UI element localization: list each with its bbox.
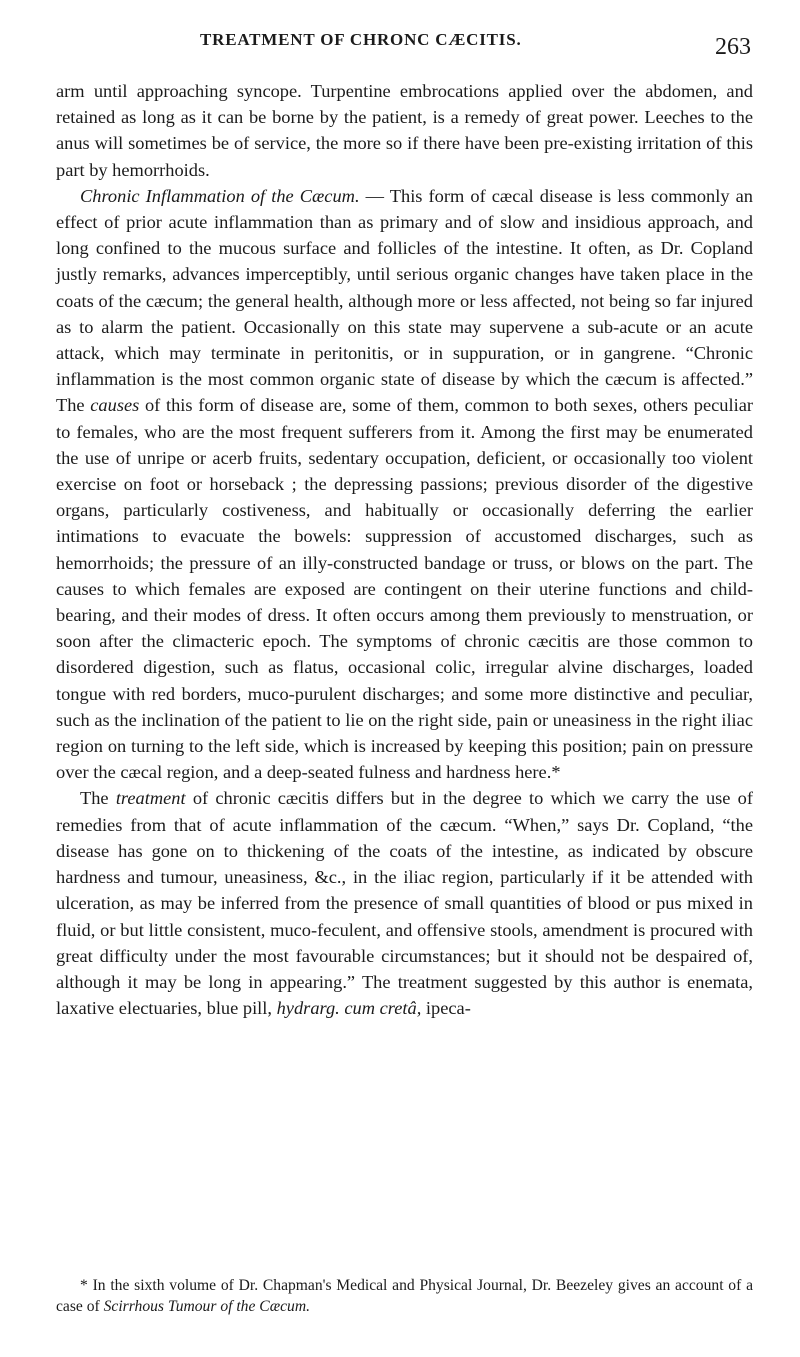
paragraph-text: ipeca-	[421, 998, 471, 1019]
page-number: 263	[715, 34, 751, 60]
paragraph-chronic-inflammation	[56, 183, 753, 786]
italic-term-hydrarg: hydrarg. cum cretâ,	[276, 998, 422, 1019]
paragraph-text: of this form of disease are, some of them, common to both sexes, others peculiar to females, who are the most frequent sufferers from it. Among the first may be enumerated the use of unripe or acerb fruits, sedentary occupation, deficient, or occasionally too violent exercise on foot or horseback ; the depressing passions; previous disorder of the digestive organs, particularly costiveness, and habitually or occasionally deferring the earlier intimations to evacuate the bowels: suppression of accustomed discharges, such as hemorrhoids; the pressure of an illy-constructed bandage or truss, or blows on the part. The causes to which females are exposed are contingent on their uterine functions and child-bearing, and their modes of dress. It often occurs among them previously to menstruation, or soon after the climacteric epoch. The symptoms of chronic cæcitis are those common to disordered digestion, such as flatus, occasional colic, irregular alvine discharges, loaded tongue with red borders, muco-purulent discharges; and some more distinctive and peculiar, such as the inclination of the patient to lie on the right side, pain or uneasiness in the right iliac region on turning to the left side, which is increased by keeping this position; pain on pressure over the cæcal region, and a deep-seated fulness and hardness here.*	[56, 395, 753, 783]
paragraph-leeches	[56, 78, 753, 183]
italic-term-causes: causes	[90, 395, 140, 416]
body-text	[56, 78, 753, 1021]
footnote-body: * In the sixth volume of Dr. Chapman's Medical and Physical Journal, Dr. Beezeley gives an account of a case of	[56, 1277, 753, 1315]
paragraph-text: arm until approaching syncope. Turpentine embrocations applied over the abdomen, and retained as long as it can be borne by the patient, is a remedy of great power. Leeches to the anus will sometimes be of service, the more so if there have been pre-existing irritation of this part by hemorrhoids.	[56, 81, 753, 180]
paragraph-text: The	[80, 788, 116, 809]
paragraph-text: — This form of cæcal disease is less commonly an effect of prior acute inflammation than as primary and of slow and insidious approach, and long confined to the mucous surface and follicles of the intestine. It often, as Dr. Copland justly remarks, advances imperceptibly, until serious organic changes have taken place in the coats of the cæcum; the general health, although more or less affected, not being so far injured as to alarm the patient. Occasionally on this state may supervene a sub-acute or an acute attack, which may terminate in peritonitis, or in suppuration, or in gangrene. “Chronic inflammation is the most common organic state of disease by which the cæcum is affected.” The	[56, 185, 753, 416]
footnote-text	[56, 1275, 753, 1317]
footnote	[56, 1275, 753, 1317]
paragraph-text: of chronic cæcitis differs but in the degree to which we carry the use of remedies from that of acute inflammation of the cæcum. “When,” says Dr. Copland, “the disease has gone on to thickening of the coats of the intestine, as indicated by obscure hardness and tumour, uneasiness, &c., in the iliac region, particularly if it be attended with ulceration, as may be inferred from the presence of small quantities of blood or pus mixed in fluid, or but little consistent, muco-feculent, and offensive stools, amendment is procured with great difficulty under the most favourable circumstances; but it should not be despaired of, although it may be long in appearing.” The treatment suggested by this author is enemata, laxative electuaries, blue pill,	[56, 788, 753, 1019]
paragraph-treatment	[56, 785, 753, 1021]
section-heading: Chronic Inflammation of the Cæcum.	[80, 185, 360, 206]
running-title: TREATMENT OF CHRONC CÆCITIS.	[200, 30, 522, 49]
footnote-italic-title: Scirrhous Tumour of the Cæcum.	[103, 1298, 310, 1315]
running-head	[0, 18, 800, 60]
italic-term-treatment: treatment	[115, 788, 186, 809]
